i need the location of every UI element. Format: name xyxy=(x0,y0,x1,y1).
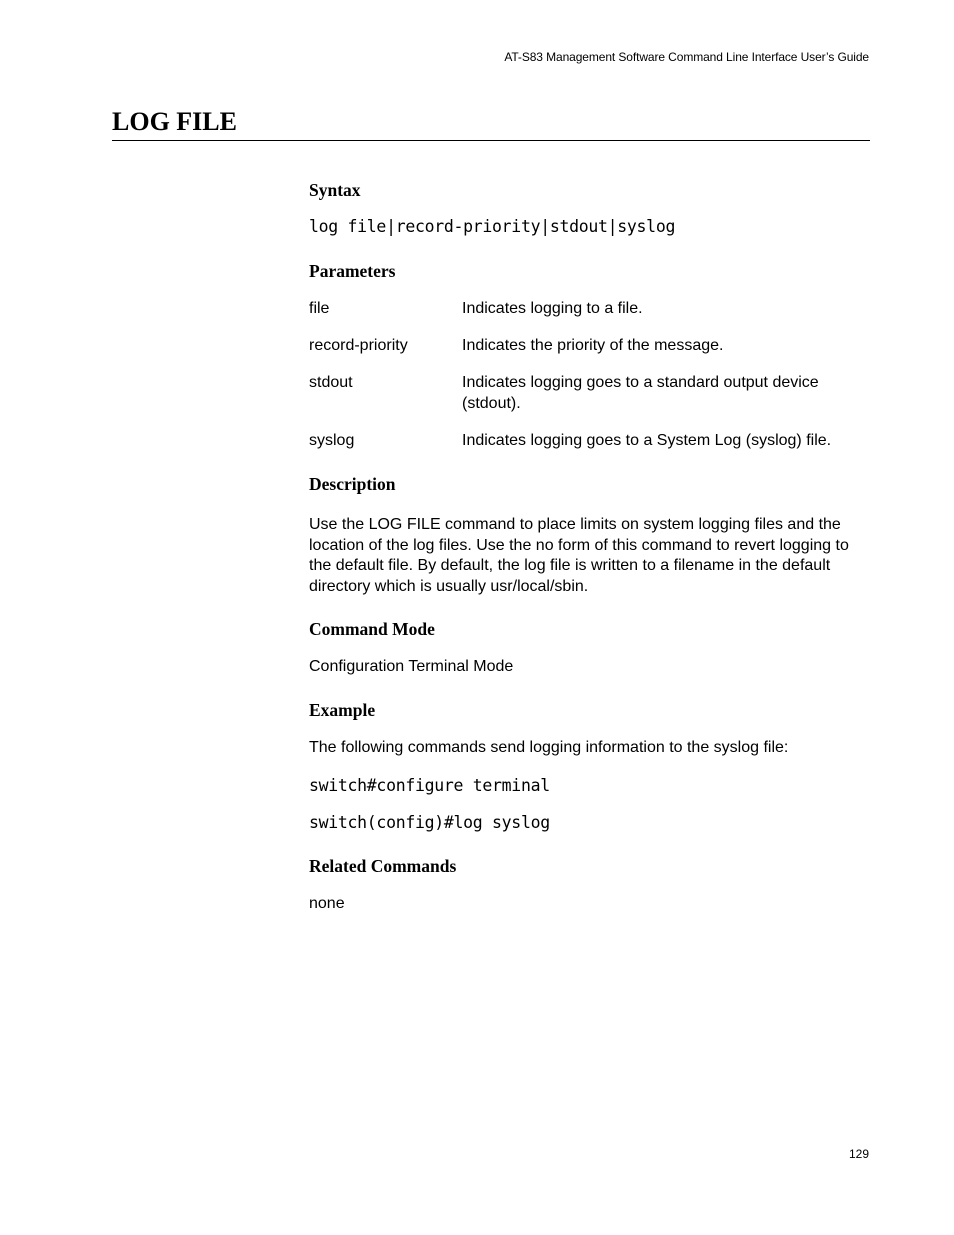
parameter-name: stdout xyxy=(309,374,353,391)
description-text: Use the LOG FILE command to place limits on system logging files and the location of the log files. Use the no form of this command to revert logging to the default file. By default, the log file is written to a filename in the default directory which is usually usr/local/sbin. xyxy=(309,516,849,595)
syntax-heading: Syntax xyxy=(309,180,361,200)
parameter-description: Indicates the priority of the message. xyxy=(462,337,724,354)
related-commands-heading: Related Commands xyxy=(309,856,457,876)
page-number: 129 xyxy=(848,1147,869,1161)
title-divider xyxy=(112,140,870,141)
command-mode-text: Configuration Terminal Mode xyxy=(309,658,514,675)
running-header: AT-S83 Management Software Command Line Interface User’s Guide xyxy=(504,50,869,64)
parameter-name: syslog xyxy=(309,432,355,449)
command-mode-heading: Command Mode xyxy=(309,619,435,639)
example-command: switch#configure terminal xyxy=(309,776,550,795)
parameter-description: Indicates logging goes to a standard output device (stdout). xyxy=(462,374,819,412)
parameters-heading: Parameters xyxy=(309,261,396,281)
parameter-description: Indicates logging goes to a System Log (syslog) file. xyxy=(462,432,832,449)
related-commands-text: none xyxy=(309,895,345,912)
parameter-description: Indicates logging to a file. xyxy=(462,300,643,317)
parameter-name: record-priority xyxy=(309,337,408,354)
page-title: LOG FILE xyxy=(112,107,237,136)
description-heading: Description xyxy=(309,474,396,494)
example-heading: Example xyxy=(309,700,376,720)
parameter-name: file xyxy=(309,300,330,317)
syntax-command: log file|record-priority|stdout|syslog xyxy=(309,217,676,236)
example-command: switch(config)#log syslog xyxy=(309,813,550,832)
example-intro: The following commands send logging information to the syslog file: xyxy=(309,739,789,756)
